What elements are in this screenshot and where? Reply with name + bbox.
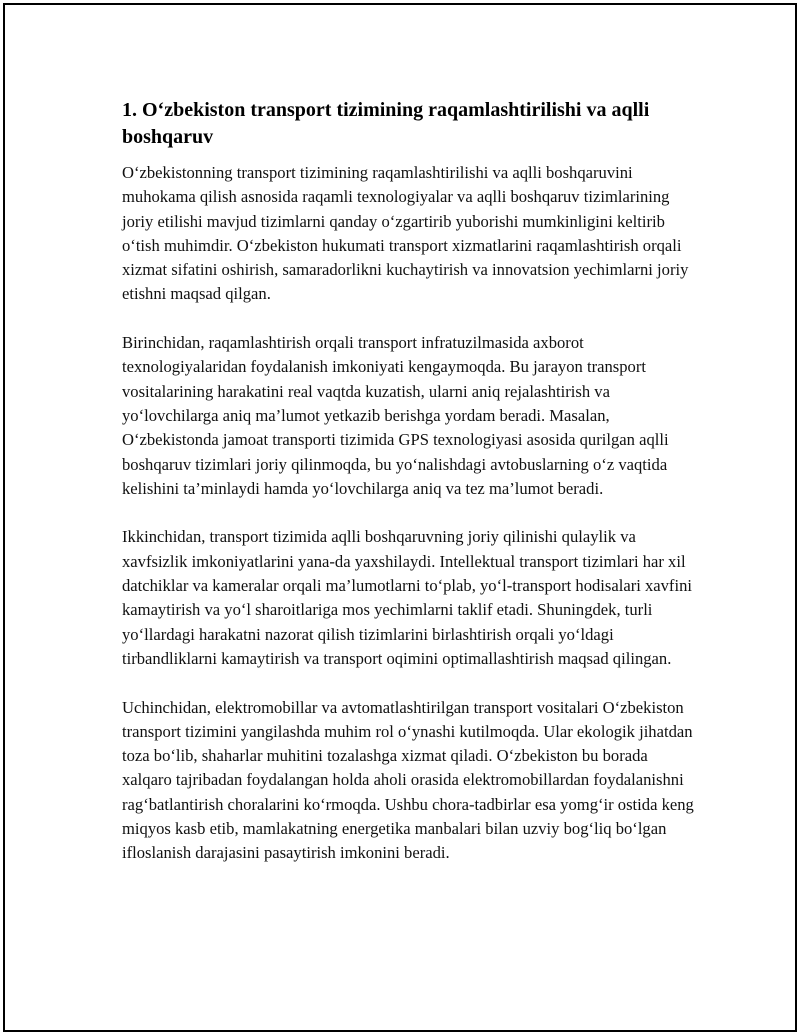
paragraph-second: Ikkinchidan, transport tizimida aqlli boshqaruvning joriy qilinishi qulaylik va xavfsizlik imkoniyatlarini yana-da yaxshilaydi. Intellektual transport tizimlari har xil datchiklar va kameralar orqali ma’lumotlarni to‘plab, yo‘l-transport hodisalari xavfini kamaytirish va yo‘l sharoitlariga mos yechimlarni taklif etadi. Shuningdek, turli yo‘llardagi harakatni nazorat qilish tizimlarini birlashtirish orqali yo‘ldagi tirbandliklarni kamaytirish va transport oqimini optimallashtirish maqsad qilingan. (122, 527, 692, 668)
page-frame (3, 3, 797, 1032)
section-heading: 1. O‘zbekiston transport tizimining raqamlashtirilishi va aqlli boshqaruv (122, 99, 650, 148)
paragraph-third: Uchinchidan, elektromobillar va avtomatlashtirilgan transport vositalari O‘zbekiston transport tizimini yangilashda muhim rol o‘ynashi kutilmoqda. Ular ekologik jihatdan toza bo‘lib, shaharlar muhitini tozalashga xizmat qiladi. O‘zbekiston bu borada xalqaro tajribadan foydalangan holda aholi orasida elektromobillardan foydalanishni rag‘batlantirish choralarini ko‘rmoqda. Ushbu chora-tadbirlar esa yomg‘ir ostida keng miqyos kasb etib, mamlakatning energetika manbalari bilan uzviy bog‘liq bo‘lgan ifloslanish darajasini pasaytirish imkonini beradi. (122, 697, 694, 863)
document-body (122, 97, 697, 866)
paragraph-intro: O‘zbekistonning transport tizimining raqamlashtirilishi va aqlli boshqaruvini muhokama qilish asnosida raqamli texnologiyalar va aqlli boshqaruv tizimlarining joriy etilishi mavjud tizimlarni qanday o‘zgartirib yuborishi mumkinligini keltirib o‘tish muhimdir. O‘zbekiston hukumati transport xizmatlarini raqamlashtirish orqali xizmat sifatini oshirish, samaradorlikni kuchaytirish va innovatsion yechimlarni joriy etishni maqsad qilgan. (122, 163, 689, 304)
paragraph-first: Birinchidan, raqamlashtirish orqali transport infratuzilmasida axborot texnologiyalaridan foydalanish imkoniyati kengaymoqda. Bu jarayon transport vositalarining harakatini real vaqtda kuzatish, ularni aniq rejalashtirish va yo‘lovchilarga aniq ma’lumot yetkazib berishga yordam beradi. Masalan, O‘zbekistonda jamoat transporti tizimida GPS texnologiyasi asosida qurilgan aqlli boshqaruv tizimlari joriy qilinmoqda, bu yo‘nalishdagi avtobuslarning o‘z vaqtida kelishini ta’minlaydi hamda yo‘lovchilarga aniq va tez ma’lumot beradi. (122, 333, 669, 498)
